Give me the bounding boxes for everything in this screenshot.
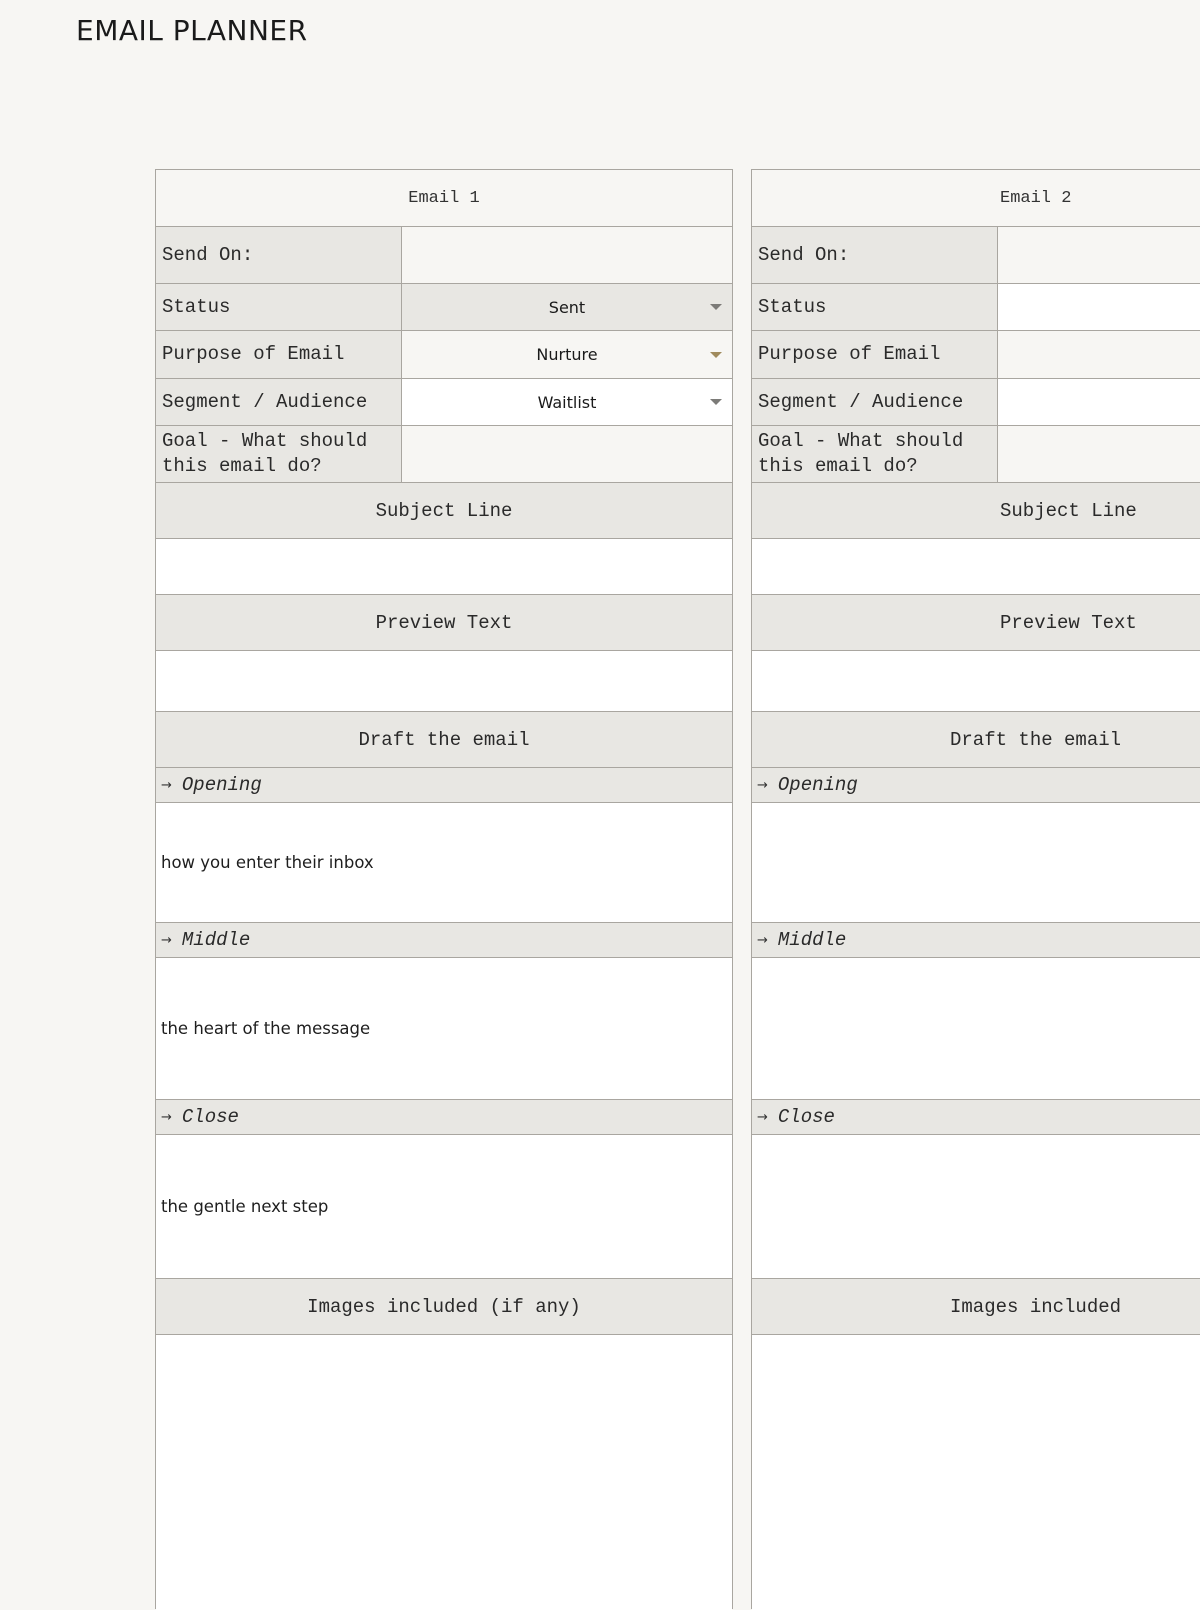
- middle-label: Middle: [181, 929, 251, 951]
- dropdown-caret-icon[interactable]: [710, 399, 722, 405]
- dropdown-caret-icon[interactable]: [710, 352, 722, 358]
- opening-label: Opening: [181, 774, 262, 796]
- draft-heading: Draft the email: [156, 712, 732, 768]
- send-on-field[interactable]: [402, 227, 732, 283]
- goal-label: Goal - What should this email do?: [156, 426, 402, 482]
- dropdown-caret-icon[interactable]: [710, 304, 722, 310]
- middle-textbox[interactable]: [752, 958, 1200, 1100]
- goal-row: [752, 426, 1200, 483]
- send-on-row: [752, 227, 1200, 284]
- segment-label: Segment / Audience: [156, 379, 402, 425]
- send-on-label: Send On:: [156, 227, 402, 283]
- subject-line-heading: Subject Line: [156, 483, 732, 539]
- goal-label: Goal - What should this email do?: [752, 426, 998, 482]
- send-on-field[interactable]: [998, 227, 1200, 283]
- close-textbox[interactable]: [156, 1135, 732, 1279]
- email-card-1: [155, 169, 733, 1609]
- status-label: Status: [752, 284, 998, 330]
- right-arrow-icon: →: [161, 932, 172, 948]
- subject-line-input[interactable]: [752, 539, 1200, 595]
- images-box[interactable]: [156, 1335, 732, 1610]
- segment-row: [156, 379, 732, 426]
- middle-heading: [752, 923, 1200, 958]
- middle-textbox[interactable]: [156, 958, 732, 1100]
- close-text: the gentle next step: [161, 1197, 329, 1216]
- middle-label: Middle: [777, 929, 847, 951]
- send-on-label: Send On:: [752, 227, 998, 283]
- opening-textbox[interactable]: [752, 803, 1200, 923]
- close-label: Close: [777, 1106, 835, 1128]
- segment-value: Waitlist: [537, 392, 597, 412]
- goal-row: [156, 426, 732, 483]
- subject-line-heading: Subject Line: [752, 483, 1200, 539]
- close-textbox[interactable]: [752, 1135, 1200, 1279]
- opening-heading: [752, 768, 1200, 803]
- goal-field[interactable]: [998, 426, 1200, 482]
- subject-line-input[interactable]: [156, 539, 732, 595]
- segment-label: Segment / Audience: [752, 379, 998, 425]
- segment-select[interactable]: [402, 379, 732, 425]
- close-heading: [752, 1100, 1200, 1135]
- status-value: Sent: [548, 297, 586, 317]
- opening-textbox[interactable]: [156, 803, 732, 923]
- opening-label: Opening: [777, 774, 858, 796]
- right-arrow-icon: →: [757, 932, 768, 948]
- status-row: [752, 284, 1200, 331]
- purpose-label: Purpose of Email: [752, 331, 998, 378]
- status-select[interactable]: [998, 284, 1200, 330]
- status-select[interactable]: [402, 284, 732, 330]
- email-card-2: [751, 169, 1200, 1609]
- preview-text-heading: Preview Text: [752, 595, 1200, 651]
- purpose-select[interactable]: [402, 331, 732, 378]
- purpose-label: Purpose of Email: [156, 331, 402, 378]
- page-title: EMAIL PLANNER: [76, 14, 308, 47]
- right-arrow-icon: →: [757, 777, 768, 793]
- segment-row: [752, 379, 1200, 426]
- status-row: [156, 284, 732, 331]
- purpose-select[interactable]: [998, 331, 1200, 378]
- email-card-heading: Email 2: [752, 170, 1200, 227]
- goal-field[interactable]: [402, 426, 732, 482]
- purpose-value: Nurture: [536, 345, 598, 364]
- close-heading: [156, 1100, 732, 1135]
- close-label: Close: [181, 1106, 239, 1128]
- middle-heading: [156, 923, 732, 958]
- segment-select[interactable]: [998, 379, 1200, 425]
- middle-text: the heart of the message: [161, 1019, 371, 1038]
- draft-heading: Draft the email: [752, 712, 1200, 768]
- send-on-row: [156, 227, 732, 284]
- opening-heading: [156, 768, 732, 803]
- right-arrow-icon: →: [161, 1109, 172, 1125]
- right-arrow-icon: →: [161, 777, 172, 793]
- images-heading: Images included (if any): [156, 1279, 732, 1335]
- status-label: Status: [156, 284, 402, 330]
- preview-text-input[interactable]: [156, 651, 732, 712]
- preview-text-heading: Preview Text: [156, 595, 732, 651]
- images-heading: Images included: [752, 1279, 1200, 1335]
- purpose-row: [752, 331, 1200, 379]
- right-arrow-icon: →: [757, 1109, 768, 1125]
- purpose-row: [156, 331, 732, 379]
- opening-text: how you enter their inbox: [161, 853, 374, 872]
- images-box[interactable]: [752, 1335, 1200, 1610]
- email-card-heading: Email 1: [156, 170, 732, 227]
- preview-text-input[interactable]: [752, 651, 1200, 712]
